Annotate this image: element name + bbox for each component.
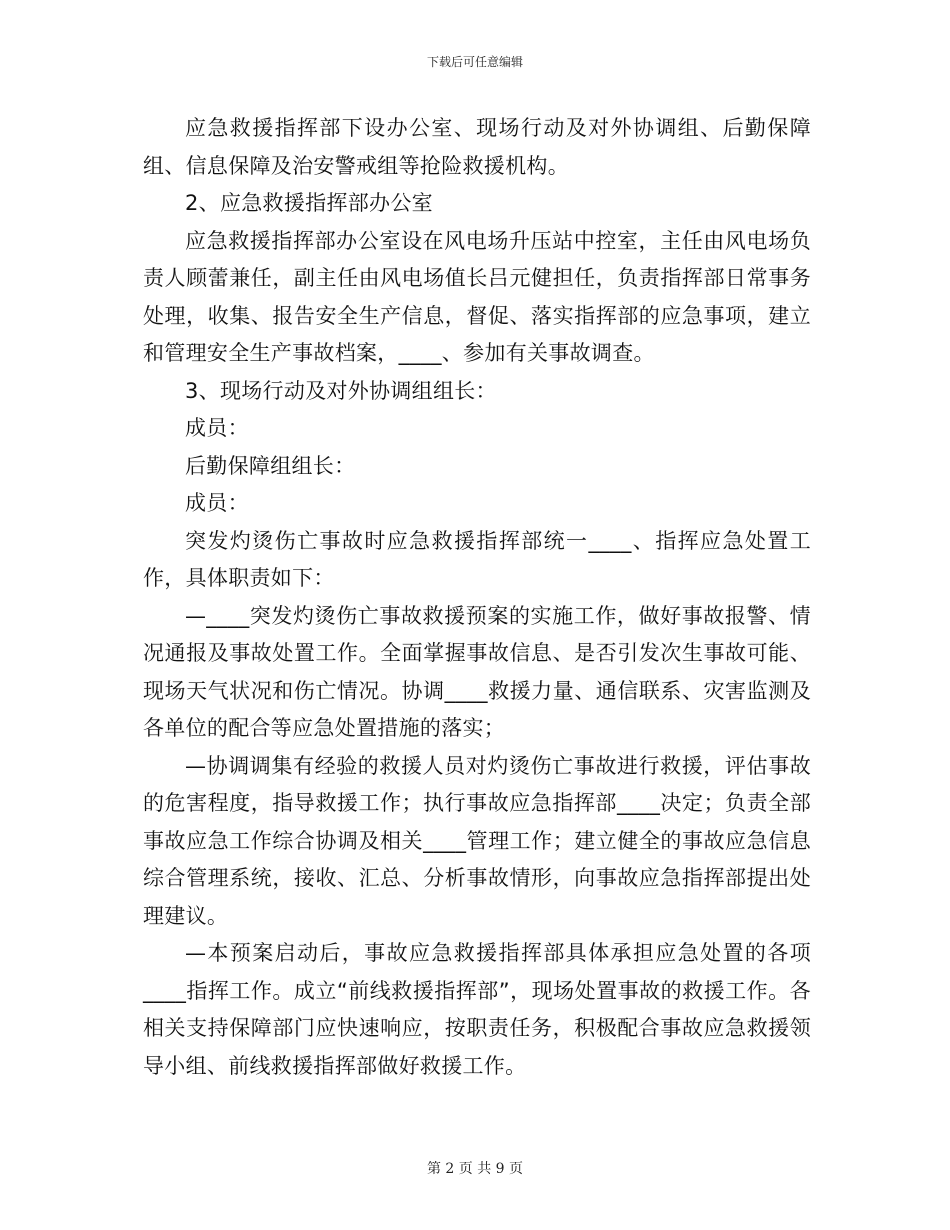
paragraph: 成员： bbox=[185, 491, 249, 515]
section-heading: 3、现场行动及对外协调组组长： bbox=[185, 378, 497, 403]
paragraph: 应急救援指挥部下设办公室、现场行动及对外协调组、后勤保障组、信息保障及治安警戒组等抢险救援机构。 bbox=[143, 116, 811, 178]
paragraph: 突发灼烫伤亡事故时应急救援指挥部统一____、指挥应急处置工作，具体职责如下： bbox=[143, 528, 811, 590]
page-header: 下载后可任意编辑 bbox=[426, 55, 523, 69]
paragraph: —____突发灼烫伤亡事故救援预案的实施工作，做好事故报警、情况通报及事故处置工作。全面掌握事故信息、是否引发次生事故可能、现场天气状况和伤亡情况。协调____救援力量、通信联系、灾害监测及各单位的配合等应急处置措施的落实； bbox=[143, 603, 811, 740]
section-heading: 2、应急救援指挥部办公室 bbox=[185, 191, 433, 215]
paragraph: 后勤保障组组长： bbox=[185, 453, 356, 478]
paragraph: —协调调集有经验的救援人员对灼烫伤亡事故进行救援，评估事故的危害程度，指导救援工作；执行事故应急指挥部____决定；负责全部事故应急工作综合协调及相关____管理工作；建立健全的事故应急信息综合管理系统，接收、汇总、分析事故情形，向事故应急指挥部提出处理建议。 bbox=[143, 753, 811, 928]
paragraph: —本预案启动后，事故应急救援指挥部具体承担应急处置的各项____指挥工作。成立“前线救援指挥部”，现场处置事故的救援工作。各相关支持保障部门应快速响应，按职责任务，积极配合事故应急救援领导小组、前线救援指挥部做好救援工作。 bbox=[143, 941, 811, 1078]
paragraph: 成员： bbox=[185, 416, 249, 440]
document-body bbox=[143, 110, 811, 1085]
paragraph: 应急救援指挥部办公室设在风电场升压站中控室，主任由风电场负责人顾蕾兼任，副主任由风电场值长吕元健担任，负责指挥部日常事务处理，收集、报告安全生产信息，督促、落实指挥部的应急事项，建立和管理安全生产事故档案，____、参加有关事故调查。 bbox=[143, 228, 811, 365]
page-footer: 第 2 页 共 9 页 bbox=[426, 1161, 524, 1177]
